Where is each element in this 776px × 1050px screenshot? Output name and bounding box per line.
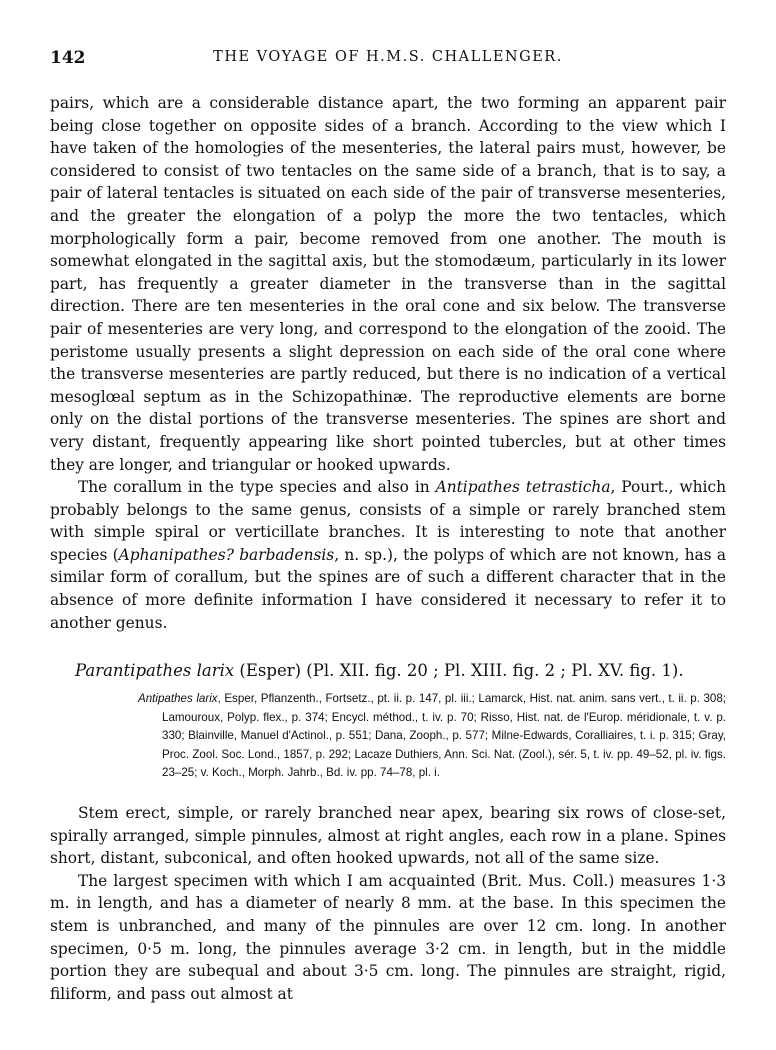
intro-paragraph-1: pairs, which are a considerable distance apart, the two forming an apparent pair being close together on opposite sides of a branch. According to the view which I have taken of the homologies of the mesenteries, the lateral pairs must, however, be considered to consist of two tentacles on the same side of a branch, that is to say, a pair of lateral tentacles is situated on each side of the pair of transverse mesenteries, and the greater the elongation of a polyp the more the two tentacles, which morphologically form a pair, become removed from one another. The mouth is somewhat elongated in the sagittal axis, but the stomodæum, particularly in its lower part, has frequently a greater diameter in the transverse than in the sagittal direction. There are ten mesenteries in the oral cone and six below. The transverse pair of mesenteries are very long, and correspond to the elongation of the zooid. The peristome usually presents a slight depression on each side of the oral cone where the transverse mesenteries are partly reduced, but there is no indication of a vertical mesoglœal septum as in the Schizopathinæ. The reproductive elements are borne only on the distal portions of the transverse mesenteries. The spines are short and very distant, frequently appearing like short pointed tubercles, but at other times they are longer, and triangular or hooked upwards. bbox=[50, 94, 726, 474]
synonym-references: , Esper, Pflanzenth., Fortsetz., pt. ii. p. 147, pl. iii.; Lamarck, Hist. nat. anim. sans vert., t. ii. p. 308; Lamouroux, Polyp. flex., p. 374; Encycl. méthod., t. iv. p. 70; Risso, Hist. nat. de l'Europ. méridionale, t. v. p. 330; Blainville, Manuel d'Actinol., p. 551; Dana, Zooph., p. 577; Milne-Edwards, Coralliaires, t. i. p. 315; Gray, Proc. Zool. Soc. Lond., 1857, p. 292; Lacaze Duthiers, Ann. Sci. Nat. (Zool.), sér. 5, t. iv. pp. 49–52, pl. iv. figs. 23–25; v. Koch., Morph. Jahrb., Bd. iv. pp. 74–78, pl. i. bbox=[162, 692, 727, 780]
species-reference: Aphanipathes? barbadensis bbox=[118, 545, 335, 564]
synonymy-block bbox=[138, 690, 726, 783]
description-paragraph-1: Stem erect, simple, or rarely branched near apex, bearing six rows of close-set, spirally arranged, simple pinnules, almost at right angles, each row in a plane. Spines short, distant, subconical, and often hooked upwards, not all of the same size. bbox=[50, 804, 726, 868]
running-title: THE VOYAGE OF H.M.S. CHALLENGER. bbox=[213, 49, 563, 65]
species-name: Parantipathes larix bbox=[75, 661, 235, 680]
intro-section bbox=[50, 92, 726, 634]
species-heading bbox=[75, 659, 745, 683]
text-run: , n. sp.), the polyps of which are not known, has a similar form of corallum, but the spines are of such a different character that in the absence of more definite information I have considered it necessary to refer it to another genus. bbox=[50, 545, 726, 632]
species-authority: (Esper) (Pl. XII. fig. 20 ; Pl. XIII. fig. 2 ; Pl. XV. fig. 1). bbox=[234, 661, 684, 680]
species-reference: Antipathes tetrasticha bbox=[435, 478, 611, 497]
description-section bbox=[50, 802, 726, 1005]
text-run: , Pourt., which probably belongs to the same genus, consists of a simple or rarely branched stem with simple spiral or verticillate branches. It is interesting to note that another species ( bbox=[50, 478, 726, 564]
text-run: The corallum in the type species and also in bbox=[78, 478, 436, 497]
intro-paragraph-2 bbox=[50, 476, 726, 634]
description-paragraph-2: The largest specimen with which I am acquainted (Brit. Mus. Coll.) measures 1·3 m. in length, and has a diameter of nearly 8 mm. at the base. In this specimen the stem is unbranched, and many of the pinnules are over 12 cm. long. In another specimen, 0·5 m. long, the pinnules average 3·2 cm. in length, but in the middle portion they are subequal and about 3·5 cm. long. The pinnules are straight, rigid, filiform, and pass out almost at bbox=[50, 871, 726, 1003]
page-number: 142 bbox=[50, 48, 86, 68]
page-header bbox=[50, 48, 726, 70]
synonym-name: Antipathes larix bbox=[138, 692, 218, 705]
